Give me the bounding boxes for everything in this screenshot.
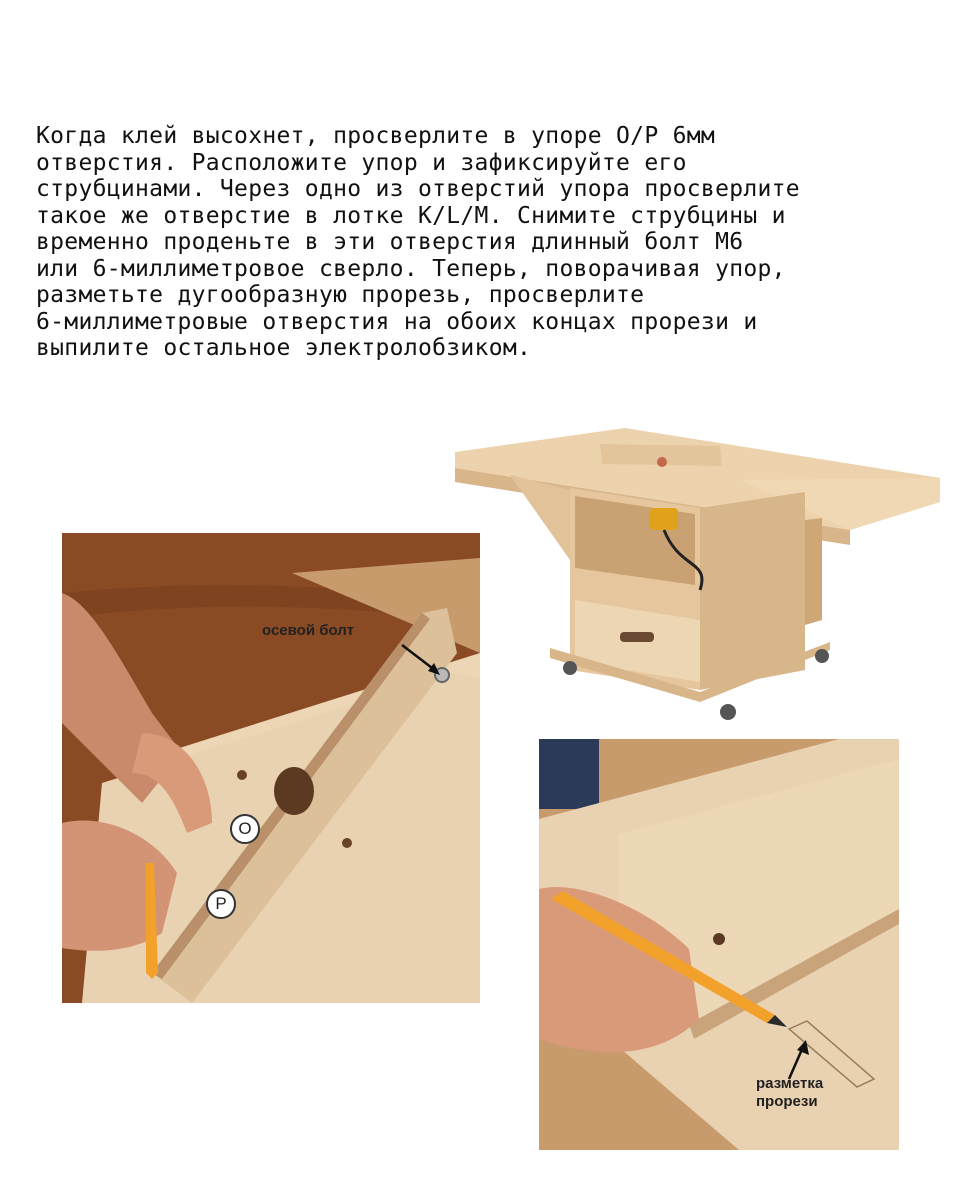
text-line: или 6-миллиметровое сверло. Теперь, поворачивая упор,	[36, 255, 786, 282]
text-line: отверстия. Расположите упор и зафиксируйте его	[36, 149, 687, 176]
router-table-photo	[450, 420, 945, 730]
slot-marking-label-line1: разметка	[756, 1075, 824, 1092]
fence-bolt-photo	[62, 533, 480, 1003]
text-line: струбцинами. Через одно из отверстий упора просверлите	[36, 176, 800, 202]
text-line: 6-миллиметровые отверстия на обоих концах прорези и	[36, 308, 758, 335]
instruction-text	[36, 123, 936, 362]
text-line: Когда клей высохнет, просверлите в упоре O/P 6мм	[36, 123, 716, 149]
axis-bolt-label: осевой болт	[262, 622, 355, 639]
marker-o: O	[230, 814, 260, 844]
slot-marking-label	[756, 1075, 823, 1111]
slot-marking-photo	[539, 739, 899, 1150]
slot-marking-label-line2: прорези	[756, 1093, 818, 1110]
text-line: такое же отверстие в лотке K/L/M. Снимите струбцины и	[36, 202, 786, 229]
text-line: разметьте дугообразную прорезь, просверлите	[36, 282, 645, 308]
text-line: временно проденьте в эти отверстия длинный болт М6	[36, 229, 744, 255]
text-line: выпилите остальное электролобзиком.	[36, 335, 532, 361]
marker-p: P	[206, 889, 236, 919]
